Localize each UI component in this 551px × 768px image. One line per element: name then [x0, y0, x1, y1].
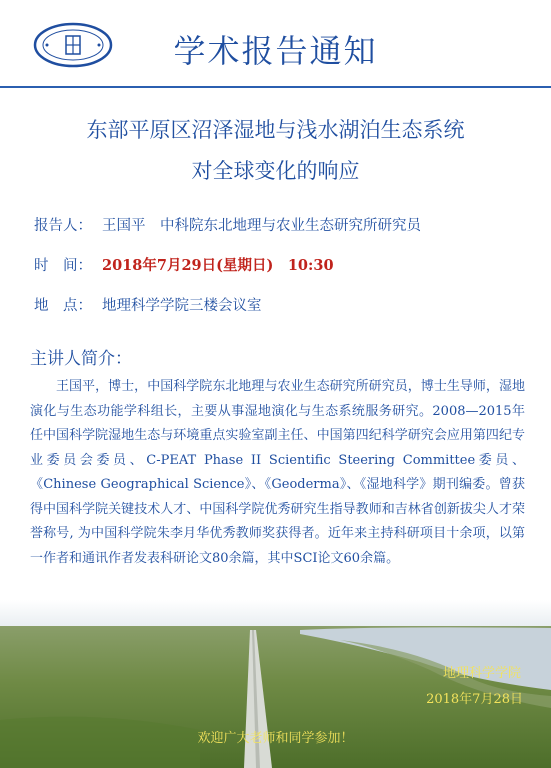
- bio-text: 王国平，博士，中国科学院东北地理与农业生态研究所研究员，博士生导师，湿地演化与生态功能学科组长，主要从事湿地演化与生态系统服务研究。2008—2015年任中国科学院湿地生态与环境重点实验室副主任、中国第四纪科学研究会应用第四纪专业委员会委员、C-PEAT Phase II Scientific Steering Committee委员、《Chinese Geographical Science》、《Geoderma》、《湿地科学》期刊编委。曾获得中国科学院关键技术人才、中国科学院优秀研究生指导教师和吉林省创新拔尖人才荣誉称号, 为中国科学院朱李月华优秀教师奖获得者。近年来主持科研项目十余项，以第一作者和通讯作者发表科研论文80余篇，其中SCI论文60余篇。: [30, 379, 525, 566]
- talk-title-line2: 对全球变化的响应: [191, 159, 360, 183]
- place-label: 地 点：: [34, 298, 92, 314]
- talk-title-line1: 东部平原区沼泽湿地与浅水湖泊生态系统: [86, 118, 465, 142]
- footer-org: 地理科学学院: [442, 666, 521, 681]
- time-value: 2018年7月29日(星期日) 10:30: [102, 257, 334, 274]
- speaker-label: 报告人：: [34, 218, 92, 234]
- bio-heading: 主讲人简介：: [30, 349, 132, 369]
- place-value: 地理科学学院三楼会议室: [102, 298, 262, 314]
- header-divider: [0, 86, 551, 88]
- page-title: 学术报告通知: [173, 32, 378, 70]
- place-row: [34, 294, 262, 315]
- footer-welcome: 欢迎广大老师和同学参加！: [197, 731, 354, 746]
- time-label: 时 间：: [34, 258, 92, 274]
- footer-date: 2018年7月28日: [426, 692, 523, 707]
- speaker-row: [34, 214, 421, 235]
- speaker-value: 王国平 中科院东北地理与农业生态研究所研究员: [102, 218, 421, 234]
- time-row: [34, 254, 334, 275]
- header: [0, 0, 551, 82]
